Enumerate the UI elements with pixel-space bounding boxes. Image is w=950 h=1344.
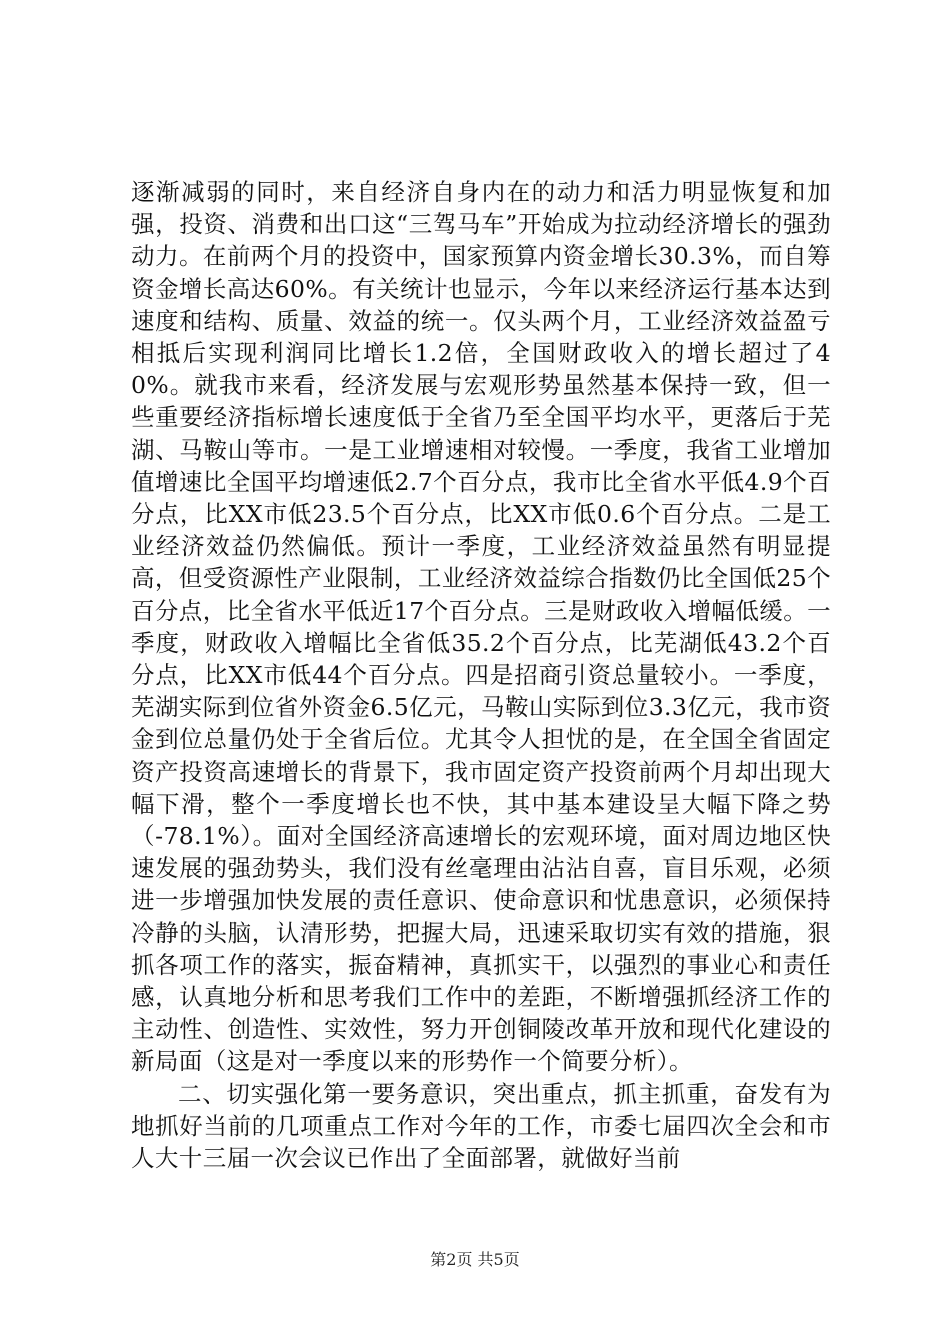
document-body	[131, 176, 831, 1174]
paragraph-section-two: 二、切实强化第一要务意识，突出重点，抓主抓重，奋发有为地抓好当前的几项重点工作对今年的工作，市委七届四次全会和市人大十三届一次会议已作出了全面部署，就做好当前	[131, 1079, 831, 1173]
paragraph-economic-analysis: 逐渐减弱的同时，来自经济自身内在的动力和活力明显恢复和加强，投资、消费和出口这“三驾马车”开始成为拉动经济增长的强劲动力。在前两个月的投资中，国家预算内资金增长30.3%，而自筹资金增长高达60%。有关统计也显示，今年以来经济运行基本达到速度和结构、质量、效益的统一。仅头两个月，工业经济效益盈亏相抵后实现利润同比增长1.2倍，全国财政收入的增长超过了40%。就我市来看，经济发展与宏观形势虽然基本保持一致，但一些重要经济指标增长速度低于全省乃至全国平均水平，更落后于芜湖、马鞍山等市。一是工业增速相对较慢。一季度，我省工业增加值增速比全国平均增速低2.7个百分点，我市比全省水平低4.9个百分点，比XX市低23.5个百分点，比XX市低0.6个百分点。二是工业经济效益仍然偏低。预计一季度，工业经济效益虽然有明显提高，但受资源性产业限制，工业经济效益综合指数仍比全国低25个百分点，比全省水平低近17个百分点。三是财政收入增幅低缓。一季度，财政收入增幅比全省低35.2个百分点，比芜湖低43.2个百分点，比XX市低44个百分点。四是招商引资总量较小。一季度，芜湖实际到位省外资金6.5亿元，马鞍山实际到位3.3亿元，我市资金到位总量仍处于全省后位。尤其令人担忧的是，在全国全省固定资产投资高速增长的背景下，我市固定资产投资前两个月却出现大幅下滑，整个一季度增长也不快，其中基本建设呈大幅下降之势（-78.1%）。面对全国经济高速增长的宏观环境，面对周边地区快速发展的强劲势头，我们没有丝毫理由沾沾自喜，盲目乐观，必须进一步增强加快发展的责任意识、使命意识和忧患意识，必须保持冷静的头脑，认清形势，把握大局，迅速采取切实有效的措施，狠抓各项工作的落实，振奋精神，真抓实干，以强烈的事业心和责任感，认真地分析和思考我们工作中的差距，不断增强抓经济工作的主动性、创造性、实效性，努力开创铜陵改革开放和现代化建设的新局面（这是对一季度以来的形势作一个简要分析）。	[131, 178, 831, 1076]
page-footer	[0, 1247, 950, 1270]
page-number: 第2页 共5页	[430, 1250, 520, 1269]
